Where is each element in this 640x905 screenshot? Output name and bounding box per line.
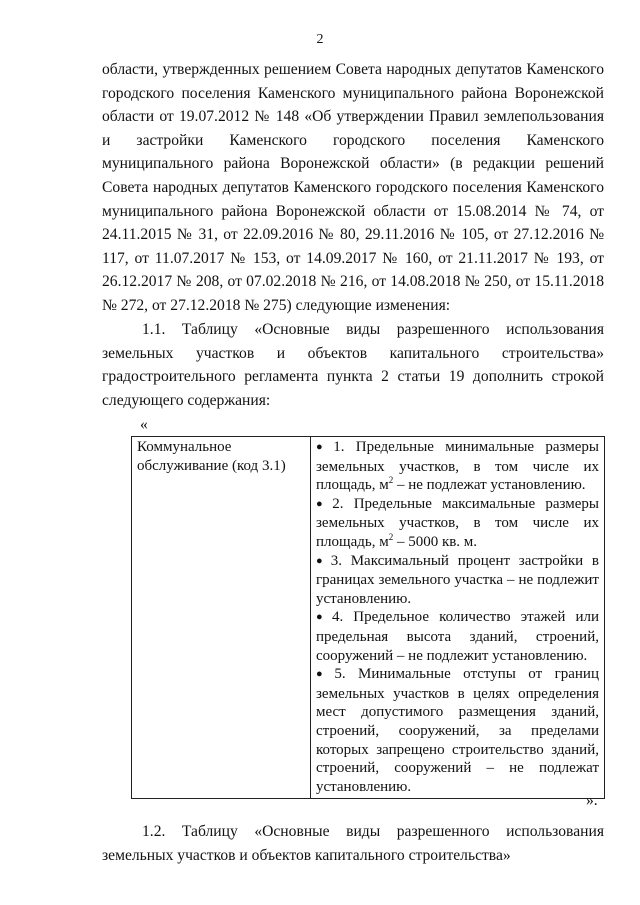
paragraph-1-1: 1.1. Таблицу «Основные виды разрешенного использования земельных участков и объектов капитального строительства» градостроительного регламента пункта 2 статьи 19 дополнить строкой следующего содержания: bbox=[102, 321, 604, 409]
bullet-icon: ● bbox=[316, 668, 332, 681]
table-row bbox=[132, 437, 605, 799]
parameter-item-3: ● 3. Максимальный процент застройки в границах земельного участка – не подлежит установлению. bbox=[316, 552, 599, 607]
opening-quote: « bbox=[140, 416, 148, 433]
bullet-icon: ● bbox=[316, 497, 330, 510]
page-number: 2 bbox=[316, 32, 324, 47]
parameters-cell bbox=[311, 437, 605, 799]
parameter-item-2: ● 2. Предельные максимальные размеры земельных участков, в том числе их площадь, $м^2 - 5000$ кв. м. bbox=[316, 495, 599, 550]
usage-type-cell: Коммунальное обслуживание (код 3.1) bbox=[132, 437, 311, 799]
regulation-table bbox=[131, 436, 605, 799]
paragraph-intro: области, утвержденных решением Совета народных депутатов Каменского городского поселения Каменского муниципального района Воронежской области от 19.07.2012 № 148 «Об утверждении Правил землепользования и застройки Каменского городского поселения Каменского муниципального района Воронежской области» (в редакции решений Совета народных депутатов Каменского городского поселения Каменского муниципального района Воронежской области от 15.08.2014 № 74, от 24.11.2015 № 31, от 22.09.2016 № 80, 29.11.2016 № 105, от 27.12.2016 № 117, от 11.07.2017 № 153, от 14.09.2017 № 160, от 21.11.2017 № 193, от 26.12.2017 № 208, от 07.02.2018 № 216, от 14.08.2018 № 250, от 15.11.2018 № 272, от 27.12.2018 № 275) следующие изменения: bbox=[102, 61, 604, 314]
bullet-icon: ● bbox=[316, 441, 331, 453]
paragraph-1-2: 1.2. Таблицу «Основные виды разрешенного использования земельных участков и объектов капитального строительства» bbox=[102, 823, 604, 864]
parameter-item-5: ● 5. Минимальные отступы от границ земельных участков в целях определения мест допустимого размещения зданий, строений, сооружений, за пределами которых запрещено строительство зданий, строений, сооружений – не подлежат установлению. bbox=[316, 666, 599, 795]
bullet-icon: ● bbox=[316, 554, 328, 567]
bullet-icon: ● bbox=[316, 611, 329, 624]
parameter-item-1: ● 1. Предельные минимальные размеры земельных участков, в том числе их площадь, $м^2$ – не подлежат установлению. bbox=[316, 439, 599, 494]
closing-quote: ». bbox=[586, 792, 598, 809]
parameter-item-4: ● 4. Предельное количество этажей или предельная высота зданий, строений, сооружений – не подлежит установлению. bbox=[316, 609, 599, 664]
